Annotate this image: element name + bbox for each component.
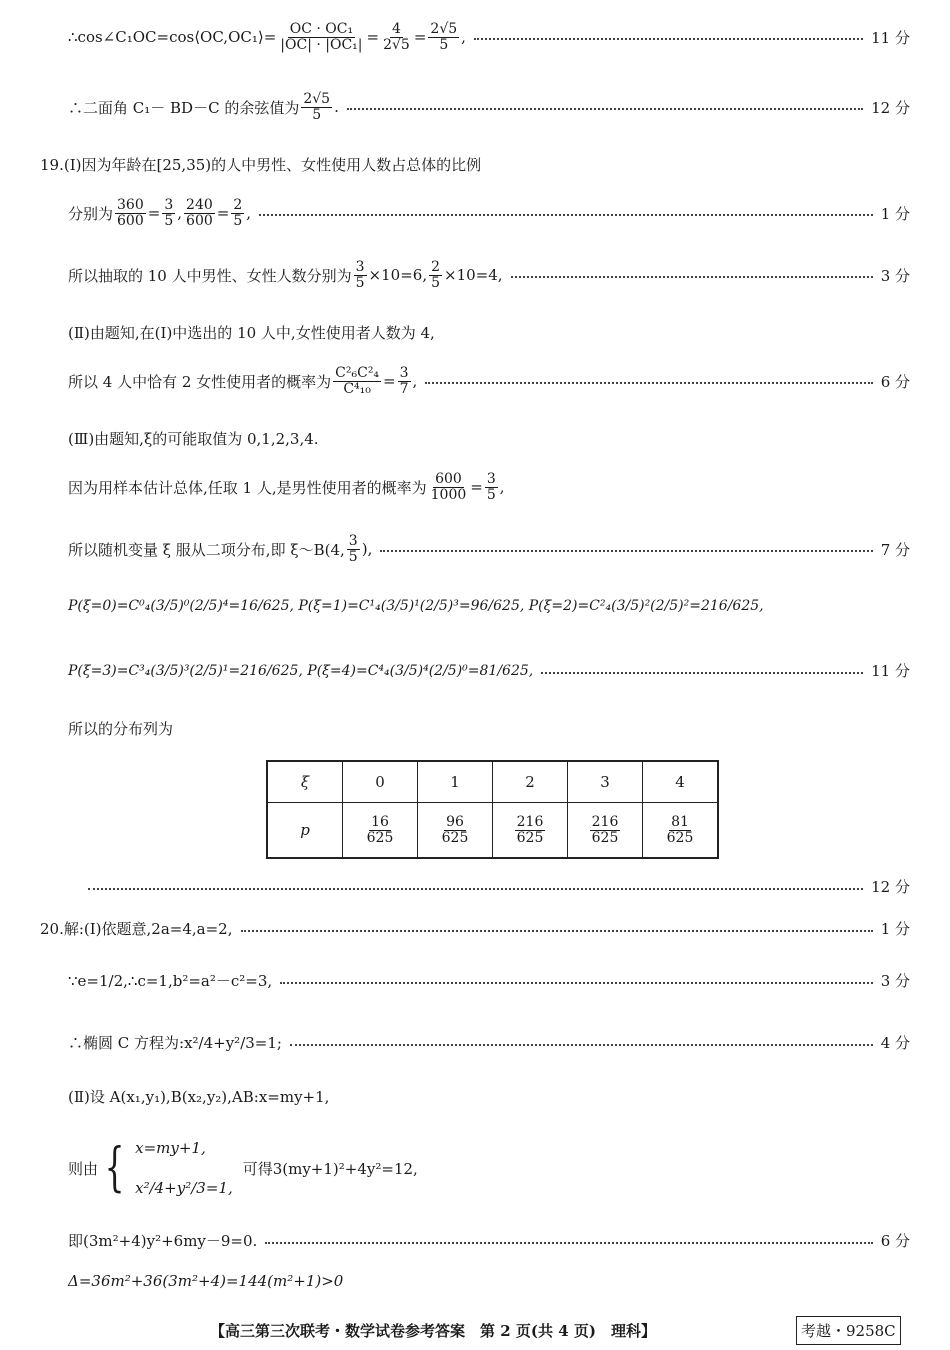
q19-line7: 所以随机变量 ξ 服从二项分布,即 ξ～B(4, $\frac{3}{5}$ ), 7 分: [0, 534, 950, 564]
q19-line1: 分别为 $\frac{360}{600}$ = $\frac{3}{5}$ , $\frac{240}{600}$ = $\frac{2}{5}$ , 1 分: [0, 198, 950, 228]
fraction: $\frac{4}{2√5}$: [383, 21, 410, 53]
line-cos-angle: ∴cos∠C₁OC=cos⟨OC,OC₁⟩= $\frac{\text{OC · OC₁}}{\text{|OC| · |OC₁|}}$ = $\frac{4}{2√5}$ = $\frac{2√5}{5}$ , 11 分: [0, 22, 950, 52]
fraction: $\frac{2√5}{5}$: [430, 21, 458, 53]
equation-system: x=my+1, x²/4+y²/3=1,: [135, 1139, 233, 1197]
q19-line10: 所以的分布列为: [68, 720, 174, 738]
score: 6 分: [880, 372, 910, 391]
fraction: $\frac{2√5}{5}$: [303, 91, 331, 123]
footer-title: 【高三第三次联考・数学试卷参考答案 第 2 页(共 4 页) 理科】: [210, 1322, 656, 1340]
table-row-label: p: [267, 803, 343, 859]
score: 12 分: [871, 878, 910, 896]
q19-line3: (Ⅱ)由题知,在(Ⅰ)中选出的 10 人中,女性使用者人数为 4,: [68, 324, 435, 342]
cos-text: ∴cos∠C₁OC=cos⟨OC,OC₁⟩=: [68, 28, 277, 47]
score: 1 分: [880, 920, 910, 938]
exam-code-badge: 考越・9258C: [796, 1316, 901, 1345]
q20-line6: 即(3m²+4)y²+6my－9=0. 6 分: [0, 1230, 950, 1251]
score: 1 分: [880, 204, 910, 223]
table-header-cell: 3: [568, 761, 643, 803]
table-header-cell: ξ: [267, 761, 343, 803]
score: 11 分: [871, 28, 910, 47]
score: 11 分: [871, 662, 910, 680]
q20-line1: 20.解:(Ⅰ)依题意,2a=4,a=2, 1 分: [0, 918, 950, 939]
q19-line6: 因为用样本估计总体,任取 1 人,是男性使用者的概率为 $\frac{600}{1000}$ = $\frac{3}{5}$ ,: [68, 471, 505, 503]
q20-line5: 则由 { x=my+1, x²/4+y²/3=1, 可得3(my+1)²+4y²=12,: [68, 1138, 418, 1198]
table-header-cell: 4: [643, 761, 719, 803]
table-header-cell: 0: [343, 761, 418, 803]
score: 3 分: [880, 972, 910, 990]
q19-final-score: [0, 876, 950, 897]
left-brace: {: [104, 1138, 125, 1198]
cos-fraction: $\frac{\text{OC · OC₁}}{\text{|OC| · |OC₁|}}$: [280, 21, 363, 53]
table-cell: $\frac{216}{625}$: [568, 803, 643, 859]
score: 12 分: [871, 98, 910, 117]
table-cell: $\frac{16}{625}$: [343, 803, 418, 859]
score: 4 分: [880, 1034, 910, 1052]
q19-line8: P(ξ=0)=C⁰₄(3/5)⁰(2/5)⁴=16/625, P(ξ=1)=C¹₄(3/5)¹(2/5)³=96/625, P(ξ=2)=C²₄(3/5)²(2/5)²=216/625,: [68, 598, 764, 614]
score: 6 分: [880, 1232, 910, 1250]
q19-line5: (Ⅲ)由题知,ξ的可能取值为 0,1,2,3,4.: [68, 430, 319, 448]
table-cell: $\frac{216}{625}$: [493, 803, 568, 859]
line-dihedral: ∴二面角 C₁－ BD－C 的余弦值为 $\frac{2√5}{5}$ . 12 分: [0, 92, 950, 122]
q20-line3: ∴椭圆 C 方程为:x²/4+y²/3=1; 4 分: [0, 1032, 950, 1053]
distribution-table: [266, 760, 719, 859]
q19-line4: 所以 4 人中恰有 2 女性使用者的概率为 $\frac{\text{C²₆C²₄}}{\text{C⁴₁₀}}$ = $\frac{3}{7}$ , 6 分: [0, 366, 950, 396]
q20-line7: Δ=36m²+36(3m²+4)=144(m²+1)>0: [68, 1272, 344, 1290]
score: 3 分: [880, 266, 910, 285]
q20-line4: (Ⅱ)设 A(x₁,y₁),B(x₂,y₂),AB:x=my+1,: [68, 1088, 330, 1106]
table-header-cell: 1: [418, 761, 493, 803]
table-cell: $\frac{96}{625}$: [418, 803, 493, 859]
table-header-cell: 2: [493, 761, 568, 803]
q19-line2: 所以抽取的 10 人中男性、女性人数分别为 $\frac{3}{5}$ ×10=6, $\frac{2}{5}$ ×10=4, 3 分: [0, 260, 950, 290]
q20-line2: ∵e=1/2,∴c=1,b²=a²－c²=3, 3 分: [0, 970, 950, 991]
table-cell: $\frac{81}{625}$: [643, 803, 719, 859]
q19-title: 19.(Ⅰ)因为年龄在[25,35)的人中男性、女性使用人数占总体的比例: [40, 156, 482, 174]
q19-line9: P(ξ=3)=C³₄(3/5)³(2/5)¹=216/625, P(ξ=4)=C⁴₄(3/5)⁴(2/5)⁰=81/625, 11 分: [0, 660, 950, 681]
score: 7 分: [880, 540, 910, 559]
